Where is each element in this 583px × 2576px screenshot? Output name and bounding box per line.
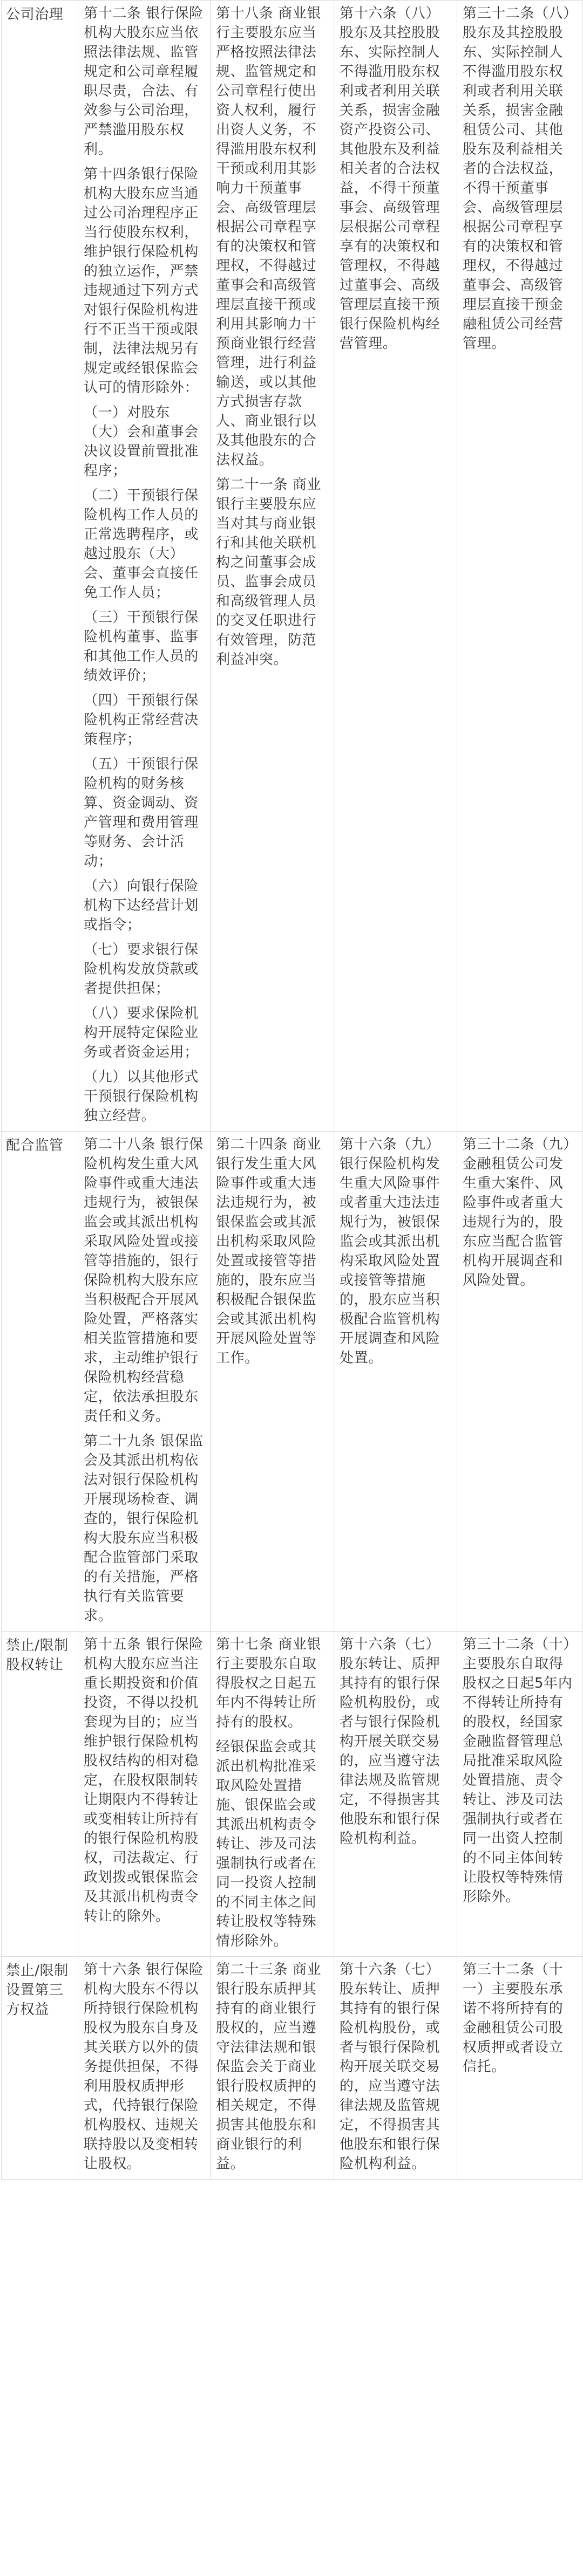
regulation-paragraph: 第三十二条（十一）主要股东承诺不将所持有的金融租赁公司股权质押或者设立信托。 bbox=[463, 1962, 564, 2075]
regulation-paragraph: 经银保监会或其派出机构批准采取风险处置措施、银保监会或其派出机构责令转让、涉及司法强制执行或者在同一投资人控制的不同主体之间转让股权等特殊情形除外。 bbox=[216, 1739, 317, 1949]
regulation-cell bbox=[211, 1632, 334, 1957]
regulation-paragraph: （一）对股东（大）会和董事会决议设置前置批准程序； bbox=[84, 405, 199, 479]
regulation-paragraph: 第十五条 银行保险机构大股东应当注重长期投资和价值投资，不得以投机套现为目的；应当维护银行保险机构股权结构的相对稳定，在股权限制转让期限内不得转让或变相转让所持有的银行保险机构股权，司法裁定、行政划拨或银保监会及其派出机构责令转让的除外。 bbox=[84, 1636, 204, 1924]
regulation-paragraph: 第十四条银行保险机构大股东应当通过公司治理程序正当行使股东权利，维护银行保险机构的独立运作，严禁违规通过下列方式对银行保险机构进行不正当干预或限制，法律法规另有规定或经银保监会认可的情形除外： bbox=[84, 166, 199, 396]
regulation-paragraph: （四）干预银行保险机构正常经营决策程序； bbox=[84, 693, 199, 748]
regulation-cell bbox=[457, 1957, 583, 2180]
table-body bbox=[2, 1, 583, 2180]
regulation-paragraph: 第二十八条 银行保险机构发生重大风险事件或重大违法违规行为，被银保监会或其派出机构采取风险处置或接管等措施的，银行保险机构大股东应当积极配合开展风险处置，严格落实相关监管措施和要求，主动维护银行保险机构经营稳定，依法承担股东责任和义务。 bbox=[84, 1136, 204, 1424]
regulation-cell bbox=[457, 1, 583, 1132]
table-row bbox=[2, 1632, 583, 1957]
regulation-paragraph: 第十六条（九）银行保险机构发生重大风险事件或者重大违法违规行为，被银保监会或其派出机构采取风险处置或接管等措施的，股东应当积极配合监管机构开展调查和风险处置。 bbox=[340, 1136, 440, 1366]
regulation-cell bbox=[78, 1, 211, 1132]
regulation-paragraph: 第三十二条（九）金融租赁公司发生重大案件、风险事件或者重大违规行为的，股东应当配合监管机构开展调查和风险处置。 bbox=[463, 1136, 571, 1289]
regulation-paragraph: 第十二条 银行保险机构大股东应当依照法律法规、监管规定和公司章程履职尽责，合法、有效参与公司治理，严禁滥用股东权利。 bbox=[84, 5, 204, 157]
regulation-paragraph: 第十六条 银行保险机构大股东不得以所持银行保险机构股权为股东自身及其关联方以外的债务提供担保，不得利用股权质押形式，代持银行保险机构股权、违规关联持股以及变相转让股权。 bbox=[84, 1962, 204, 2172]
regulation-paragraph: 第二十四条 商业银行发生重大风险事件或重大违法违规行为，被银保监会或其派出机构采取风险处置或接管等措施的，股东应当积极配合银保监会或其派出机构开展风险处置等工作。 bbox=[216, 1136, 322, 1366]
table-row bbox=[2, 1957, 583, 2180]
row-topic-cell: 禁止/限制股权转让 bbox=[2, 1632, 78, 1957]
regulation-cell bbox=[211, 1, 334, 1132]
regulation-comparison-table bbox=[1, 0, 583, 2180]
regulation-paragraph: （七）要求银行保险机构发放贷款或者提供担保； bbox=[84, 942, 199, 997]
row-topic-cell: 公司治理 bbox=[2, 1, 78, 1132]
regulation-cell bbox=[78, 1632, 211, 1957]
regulation-paragraph: 第十七条 商业银行主要股东自取得股权之日起五年内不得转让所持有的股权。 bbox=[216, 1636, 322, 1730]
regulation-cell bbox=[334, 1957, 457, 2180]
regulation-paragraph: 第二十九条 银保监会及其派出机构依法对银行保险机构开展现场检查、调查的，银行保险机构大股东应当积极配合监管部门采取的有关措施，严格执行有关监管要求。 bbox=[84, 1433, 204, 1624]
regulation-cell bbox=[457, 1632, 583, 1957]
regulation-paragraph: （二）干预银行保险机构工作人员的正常选聘程序，或越过股东（大）会、董事会直接任免工作人员； bbox=[84, 488, 199, 601]
regulation-paragraph: （六）向银行保险机构下达经营计划或指令； bbox=[84, 878, 199, 933]
regulation-paragraph: 第三十二条（十）主要股东自取得股权之日起5年内不得转让所持有的股权，经国家金融监督管理总局批准采取风险处置措施、责令转让、涉及司法强制执行或者在同一出资人控制的不同主体间转让股权等特殊情形除外。 bbox=[463, 1636, 573, 1905]
row-topic-cell: 配合监管 bbox=[2, 1132, 78, 1632]
regulation-cell bbox=[78, 1132, 211, 1632]
regulation-paragraph: （九）以其他形式干预银行保险机构独立经营。 bbox=[84, 1069, 199, 1124]
regulation-cell bbox=[334, 1, 457, 1132]
table-row bbox=[2, 1, 583, 1132]
regulation-paragraph: （五）干预银行保险机构的财务核算、资金调动、资产管理和费用管理等财务、会计活动； bbox=[84, 756, 199, 869]
regulation-paragraph: 第二十三条 商业银行股东质押其持有的商业银行股权的，应当遵守法律法规和银保监会关于商业银行股权质押的相关规定，不得损害其他股东和商业银行的利益。 bbox=[216, 1962, 322, 2172]
regulation-paragraph: 第二十一条 商业银行主要股东应当对其与商业银行和其他关联机构之间董事会成员、监事会成员和高级管理人员的交叉任职进行有效管理，防范利益冲突。 bbox=[216, 477, 322, 668]
regulation-cell bbox=[211, 1132, 334, 1632]
regulation-cell bbox=[211, 1957, 334, 2180]
regulation-cell bbox=[334, 1132, 457, 1632]
regulation-cell bbox=[78, 1957, 211, 2180]
regulation-cell bbox=[457, 1132, 583, 1632]
regulation-paragraph: 第三十二条（八）股东及其控股股东、实际控制人不得滥用股东权利或者利用关联关系，损害金融租赁公司、其他股东及利益相关者的合法权益，不得干预董事会、高级管理层根据公司章程享有的决策权和管理权，不得越过董事会、高级管理层直接干预金融租赁公司经营管理。 bbox=[463, 5, 571, 352]
regulation-paragraph: 第十六条（七）股东转让、质押其持有的银行保险机构股份，或者与银行保险机构开展关联交易的，应当遵守法律法规及监管规定，不得损害其他股东和银行保险机构利益。 bbox=[340, 1636, 440, 1847]
regulation-paragraph: 第十六条（八）股东及其控股股东、实际控制人不得滥用股东权利或者利用关联关系，损害金融资产投资公司、其他股东及利益相关者的合法权益，不得干预董事会、高级管理层根据公司章程享有的决策权和管理权，不得越过董事会、高级管理层直接干预银行保险机构经营管理。 bbox=[340, 5, 440, 352]
regulation-paragraph: 第十六条（七）股东转让、质押其持有的银行保险机构股份，或者与银行保险机构开展关联交易的，应当遵守法律法规及监管规定，不得损害其他股东和银行保险机构利益。 bbox=[340, 1962, 440, 2172]
regulation-paragraph: （八）要求保险机构开展特定保险业务或者资金运用； bbox=[84, 1005, 199, 1060]
table-row bbox=[2, 1132, 583, 1632]
regulation-paragraph: 第十八条 商业银行主要股东应当严格按照法律法规、监管规定和公司章程行使出资人权利，履行出资人义务，不得滥用股东权利干预或利用其影响力干预董事会、高级管理层根据公司章程享有的决策权和管理权，不得越过董事会和高级管理层直接干预或利用其影响力干预商业银行经营管理，进行利益输送，或以其他方式损害存款人、商业银行以及其他股东的合法权益。 bbox=[216, 5, 322, 468]
regulation-paragraph: （三）干预银行保险机构董事、监事和其他工作人员的绩效评价； bbox=[84, 609, 199, 684]
row-topic-cell: 禁止/限制设置第三方权益 bbox=[2, 1957, 78, 2180]
regulation-cell bbox=[334, 1632, 457, 1957]
